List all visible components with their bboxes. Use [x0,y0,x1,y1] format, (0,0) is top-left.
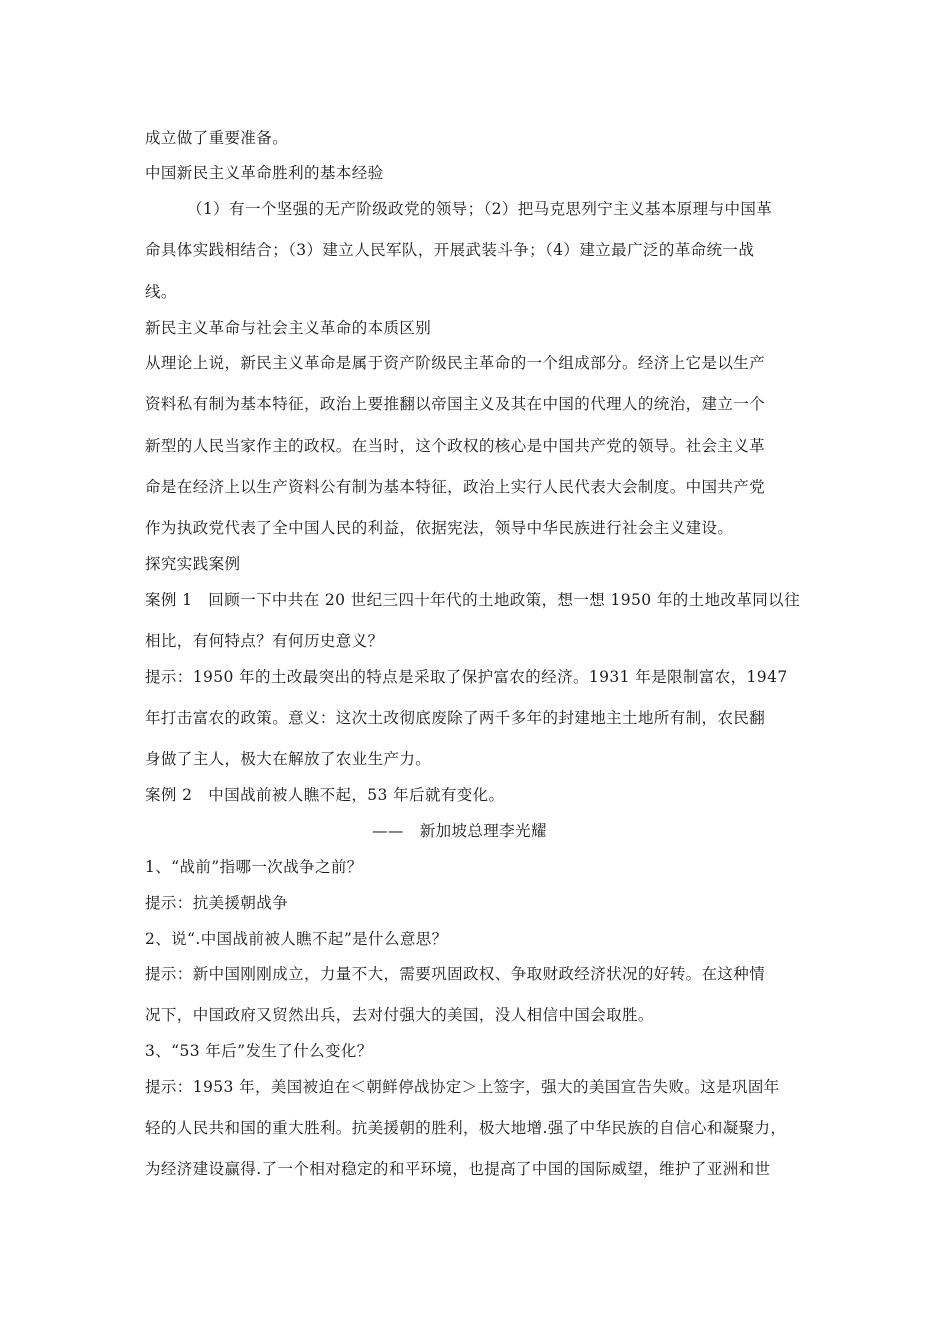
text-line: 年打击富农的政策。意义：这次土改彻底废除了两千多年的封建地主土地所有制，农民翻 [145,709,766,727]
text-line: （1）有一个坚强的无产阶级政党的领导；（2）把马克思列宁主义基本原理与中国革 [187,200,773,218]
text-line: 提示：新中国刚刚成立，力量不大，需要巩固政权、争取财政经济状况的好转。在这种情 [145,965,766,983]
text-line: 命具体实践相结合；（3）建立人民军队，开展武装斗争；（4）建立最广泛的革命统一战 [145,241,755,259]
text-line: 提示：抗美援朝战争 [145,894,289,912]
text-line: 轻的人民共和国的重大胜利。抗美援朝的胜利，极大地增.强了中华民族的自信心和凝聚力， [145,1119,787,1137]
quote-attribution: —— 新加坡总理李光耀 [372,822,547,840]
text-line: 命是在经济上以生产资料公有制为基本特征，政治上实行人民代表大会制度。中国共产党 [145,478,766,496]
text-line: 案例 2 中国战前被人瞧不起，53 年后就有变化。 [145,786,505,804]
text-line: 从理论上说，新民主义革命是属于资产阶级民主革命的一个组成部分。经济上它是以生产 [145,354,766,372]
section-heading: 新民主义革命与社会主义革命的本质区别 [145,319,432,337]
text-line: 成立做了重要准备。 [145,129,289,147]
text-line: 身做了主人，极大在解放了农业生产力。 [145,750,432,768]
text-line: 相比，有何特点？有何历史意义？ [145,632,384,650]
text-line: 资料私有制为基本特征，政治上要推翻以帝国主义及其在中国的代理人的统治，建立一个 [145,395,766,413]
question-line: 1、“战前”指哪一次战争之前？ [145,858,363,876]
section-heading: 探究实践案例 [145,555,241,573]
question-line: 3、“53 年后”发生了什么变化？ [145,1042,373,1060]
text-line: 线。 [145,283,177,301]
text-line: 作为执政党代表了全中国人民的利益，依据宪法，领导中华民族进行社会主义建设。 [145,519,734,537]
section-heading: 中国新民主义革命胜利的基本经验 [145,164,384,182]
text-line: 为经济建设赢得.了一个相对稳定的和平环境，也提高了中国的国际威望，维护了亚洲和世 [145,1160,771,1178]
text-line: 提示：1950 年的土改最突出的特点是采取了保护富农的经济。1931 年是限制富农，1947 [145,668,788,686]
text-line: 新型的人民当家作主的政权。在当时，这个政权的核心是中国共产党的领导。社会主义革 [145,437,766,455]
text-line: 况下，中国政府又贸然出兵，去对付强大的美国，没人相信中国会取胜。 [145,1006,654,1024]
text-line: 案例 1 回顾一下中共在 20 世纪三四十年代的土地政策，想一想 1950 年的土地改革同以往 [145,591,800,609]
question-line: 2、说“.中国战前被人瞧不起”是什么意思？ [145,930,448,948]
text-line: 提示：1953 年，美国被迫在＜朝鲜停战协定＞上签字，强大的美国宣告失败。这是巩固年 [145,1078,780,1096]
